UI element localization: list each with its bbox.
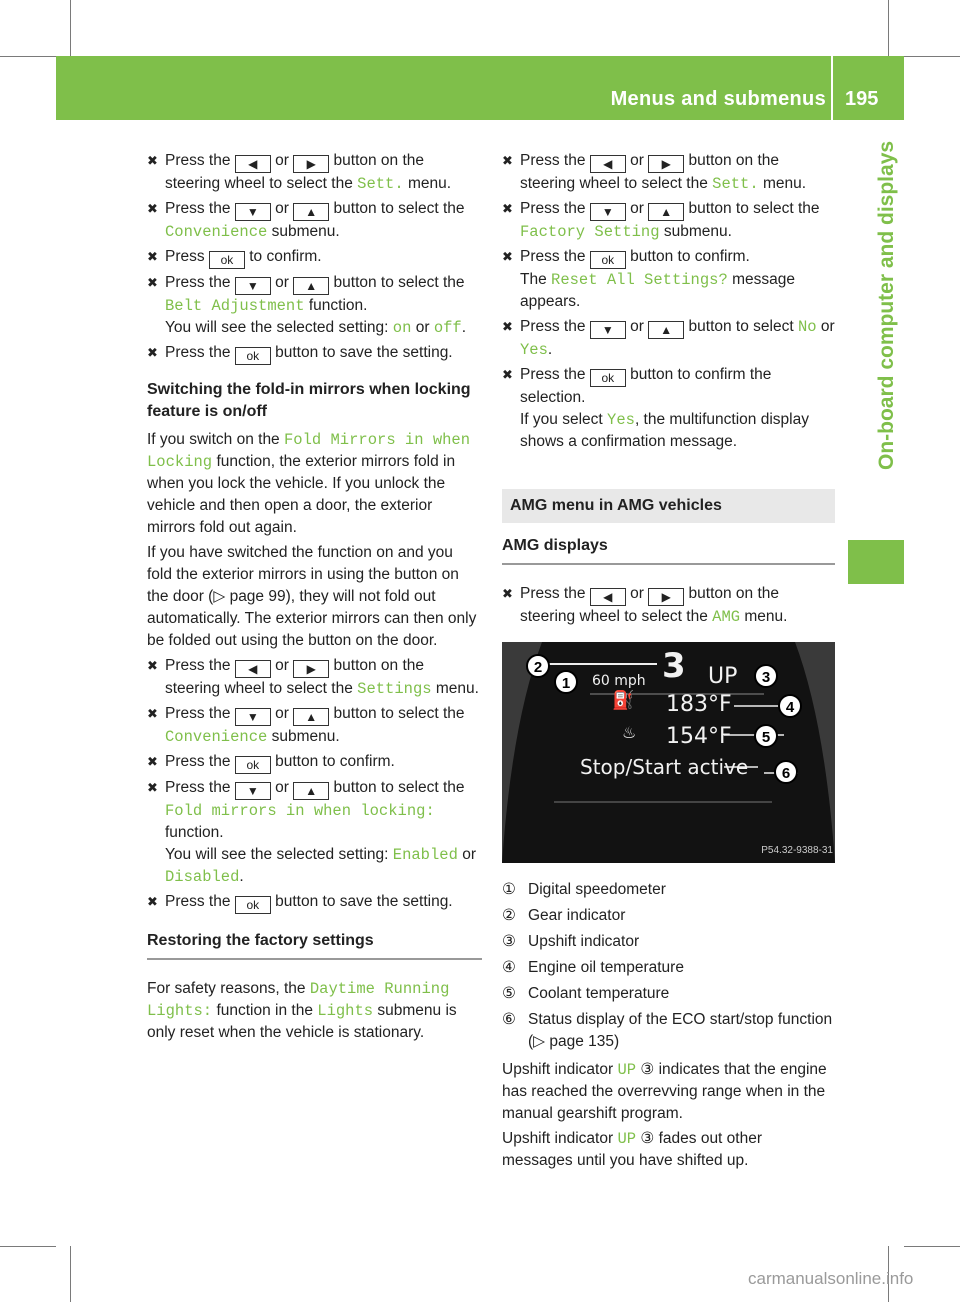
up-arrow-key-icon: ▲ xyxy=(293,277,329,295)
instruction-step: ✖ Press the ▼ or ▲ button to select the Convenience submenu. xyxy=(147,200,465,241)
step-arrow-icon: ✖ xyxy=(147,201,158,216)
right-arrow-key-icon: ▶ xyxy=(648,588,684,606)
step-arrow-icon: ✖ xyxy=(502,586,513,601)
page-section-title: Menus and submenus xyxy=(610,88,826,110)
stop-start-status: Stop/Start active xyxy=(580,755,749,779)
ok-key-icon: ok xyxy=(590,251,626,269)
oil-temp-readout: 183°F xyxy=(666,692,732,717)
step-arrow-icon: ✖ xyxy=(147,894,158,909)
legend-list xyxy=(502,879,835,1053)
right-arrow-key-icon: ▶ xyxy=(293,660,329,678)
down-arrow-key-icon: ▼ xyxy=(590,321,626,339)
list-item: ⑤ Coolant temperature xyxy=(502,985,670,1002)
ok-key-icon: ok xyxy=(235,756,271,774)
display-text: Factory Setting xyxy=(520,223,660,241)
section-banner: AMG menu in AMG vehicles xyxy=(502,489,835,523)
ok-key-icon: ok xyxy=(209,251,245,269)
crop-mark xyxy=(0,56,56,57)
crop-mark xyxy=(904,56,960,57)
up-arrow-key-icon: ▲ xyxy=(293,708,329,726)
left-arrow-key-icon: ◀ xyxy=(235,660,271,678)
display-text: No xyxy=(797,318,817,336)
amg-display-illustration xyxy=(502,642,835,863)
figure-code: P54.32-9388-31 xyxy=(761,845,833,856)
display-text: Belt Adjustment xyxy=(165,297,305,315)
ok-key-icon: ok xyxy=(590,369,626,387)
display-text: UP xyxy=(617,1130,637,1148)
ok-key-icon: ok xyxy=(235,896,271,914)
list-item: ① Digital speedometer xyxy=(502,881,666,898)
right-arrow-key-icon: ▶ xyxy=(648,155,684,173)
step-arrow-icon: ✖ xyxy=(502,201,513,216)
list-item: ④ Engine oil temperature xyxy=(502,959,684,976)
instruction-step: ✖ Press the ok button to confirm the selection. If you select Yes, the multifunction display shows a confirmation message. xyxy=(502,366,809,450)
callout-4: 4 xyxy=(778,694,802,718)
paragraph: For safety reasons, the Daytime Running Lights: function in the Lights submenu is only reset when the vehicle is stationary. xyxy=(147,980,457,1041)
step-arrow-icon: ✖ xyxy=(147,754,158,769)
up-arrow-key-icon: ▲ xyxy=(648,321,684,339)
oil-temp-icon: ⛽ xyxy=(612,690,635,711)
display-text: Sett. xyxy=(712,175,759,193)
instruction-step: ✖ Press the ▼ or ▲ button to select No or Yes. xyxy=(502,318,835,359)
display-text: Yes xyxy=(607,411,635,429)
display-text: Reset All Settings? xyxy=(551,271,728,289)
display-text: Fold Mirrors in when Locking xyxy=(147,431,471,471)
crop-mark xyxy=(70,1246,71,1302)
step-arrow-icon: ✖ xyxy=(147,780,158,795)
display-text: Convenience xyxy=(165,728,268,746)
step-arrow-icon: ✖ xyxy=(147,153,158,168)
display-text: off xyxy=(433,319,462,337)
step-arrow-icon: ✖ xyxy=(502,319,513,334)
chapter-side-title: On-board computer and displays xyxy=(875,140,898,470)
header-divider xyxy=(831,56,833,120)
crop-mark xyxy=(904,1246,960,1247)
display-text: Settings xyxy=(357,680,432,698)
page-number: 195 xyxy=(845,88,879,110)
step-arrow-icon: ✖ xyxy=(147,345,158,360)
section-heading: Restoring the factory settings xyxy=(147,930,482,960)
right-arrow-key-icon: ▶ xyxy=(293,155,329,173)
coolant-temp-readout: 154°F xyxy=(666,724,732,749)
callout-2: 2 xyxy=(526,654,550,678)
instruction-step: ✖ Press the ▼ or ▲ button to select the Belt Adjustment function. You will see the selected setting: on or off. xyxy=(147,274,467,337)
instruction-step: ✖ Press the ◀ or ▶ button on the steering wheel to select the Sett. menu. xyxy=(147,152,452,193)
instruction-step: ✖ Press the ok button to confirm. The Reset All Settings? message appears. xyxy=(502,248,795,310)
instruction-step: ✖ Press the ◀ or ▶ button on the steering wheel to select the Settings menu. xyxy=(147,657,479,698)
callout-1: 1 xyxy=(554,670,578,694)
instruction-step: ✖ Press the ok button to confirm. xyxy=(147,753,395,772)
coolant-temp-icon: ♨ xyxy=(622,723,637,742)
step-arrow-icon: ✖ xyxy=(502,153,513,168)
list-item: ③ Upshift indicator xyxy=(502,933,640,950)
instruction-step: ✖ Press the ▼ or ▲ button to select the Convenience submenu. xyxy=(147,705,465,746)
list-item: ② Gear indicator xyxy=(502,907,626,924)
callout-5: 5 xyxy=(754,724,778,748)
display-text: on xyxy=(392,319,412,337)
display-text: UP xyxy=(617,1061,637,1079)
section-heading: Switching the fold-in mirrors when locking feature is on/off xyxy=(147,381,471,420)
display-text: Yes xyxy=(520,341,548,359)
callout-3: 3 xyxy=(754,664,778,688)
step-arrow-icon: ✖ xyxy=(147,275,158,290)
list-item: ⑥ Status display of the ECO start/stop function (▷ page 135) xyxy=(502,1011,833,1050)
paragraph: Upshift indicator UP ③ indicates that the engine has reached the overrevving range when in the manual gearshift program. xyxy=(502,1061,827,1122)
step-arrow-icon: ✖ xyxy=(502,367,513,382)
footer-watermark: carmanualsonline.info xyxy=(748,1269,914,1288)
paragraph: If you switch on the Fold Mirrors in when Locking function, the exterior mirrors fold in when you lock the vehicle. If you unlock the vehicle and then open a door, the exterior mirrors fold out again. xyxy=(147,431,471,536)
display-text: Fold mirrors in when locking: xyxy=(165,802,435,820)
paragraph: If you have switched the function on and you fold the exterior mirrors in using the button on the door (▷ page 99), they will not fold out automatically. The exterior mirrors can then only be folded out using the button on the door. xyxy=(147,544,477,649)
down-arrow-key-icon: ▼ xyxy=(235,203,271,221)
display-text: Daytime Running Lights: xyxy=(147,980,450,1020)
display-text: AMG xyxy=(712,608,741,626)
callout-6: 6 xyxy=(774,760,798,784)
instruction-step: ✖ Press the ◀ or ▶ button on the steering wheel to select the AMG menu. xyxy=(502,585,788,626)
step-arrow-icon: ✖ xyxy=(147,249,158,264)
right-column xyxy=(502,150,835,1175)
step-arrow-icon: ✖ xyxy=(147,706,158,721)
paragraph: Upshift indicator UP ③ fades out other messages until you have shifted up. xyxy=(502,1130,763,1169)
ok-key-icon: ok xyxy=(235,347,271,365)
down-arrow-key-icon: ▼ xyxy=(235,708,271,726)
left-arrow-key-icon: ◀ xyxy=(590,588,626,606)
step-arrow-icon: ✖ xyxy=(147,658,158,673)
crop-mark xyxy=(70,0,71,56)
left-arrow-key-icon: ◀ xyxy=(590,155,626,173)
down-arrow-key-icon: ▼ xyxy=(590,203,626,221)
crop-mark xyxy=(888,0,889,56)
crop-mark xyxy=(0,1246,56,1247)
up-arrow-key-icon: ▲ xyxy=(648,203,684,221)
gear-readout: 3 xyxy=(662,646,686,686)
instruction-step: ✖ Press the ok button to save the setting. xyxy=(147,344,453,363)
display-text: Sett. xyxy=(357,175,404,193)
display-text: Lights xyxy=(317,1002,374,1020)
speedometer-readout: 60 mph xyxy=(592,673,646,689)
left-column xyxy=(147,150,482,1047)
left-arrow-key-icon: ◀ xyxy=(235,155,271,173)
display-text: Enabled xyxy=(392,846,458,864)
down-arrow-key-icon: ▼ xyxy=(235,277,271,295)
chapter-tab-block xyxy=(848,540,904,584)
instruction-step: ✖ Press ok to confirm. xyxy=(147,248,322,267)
display-text: Convenience xyxy=(165,223,268,241)
instruction-step: ✖ Press the ok button to save the setting. xyxy=(147,893,453,912)
instruction-step: ✖ Press the ◀ or ▶ button on the steering wheel to select the Sett. menu. xyxy=(502,152,807,193)
up-arrow-key-icon: ▲ xyxy=(293,782,329,800)
display-text: Disabled xyxy=(165,868,240,886)
upshift-readout: UP xyxy=(708,664,738,689)
down-arrow-key-icon: ▼ xyxy=(235,782,271,800)
instruction-step: ✖ Press the ▼ or ▲ button to select the Fold mirrors in when locking: function. You will see the selected setting: Enabled or Disabled. xyxy=(147,779,477,886)
step-arrow-icon: ✖ xyxy=(502,249,513,264)
up-arrow-key-icon: ▲ xyxy=(293,203,329,221)
instruction-step: ✖ Press the ▼ or ▲ button to select the Factory Setting submenu. xyxy=(502,200,820,241)
section-heading: AMG displays xyxy=(502,535,835,565)
